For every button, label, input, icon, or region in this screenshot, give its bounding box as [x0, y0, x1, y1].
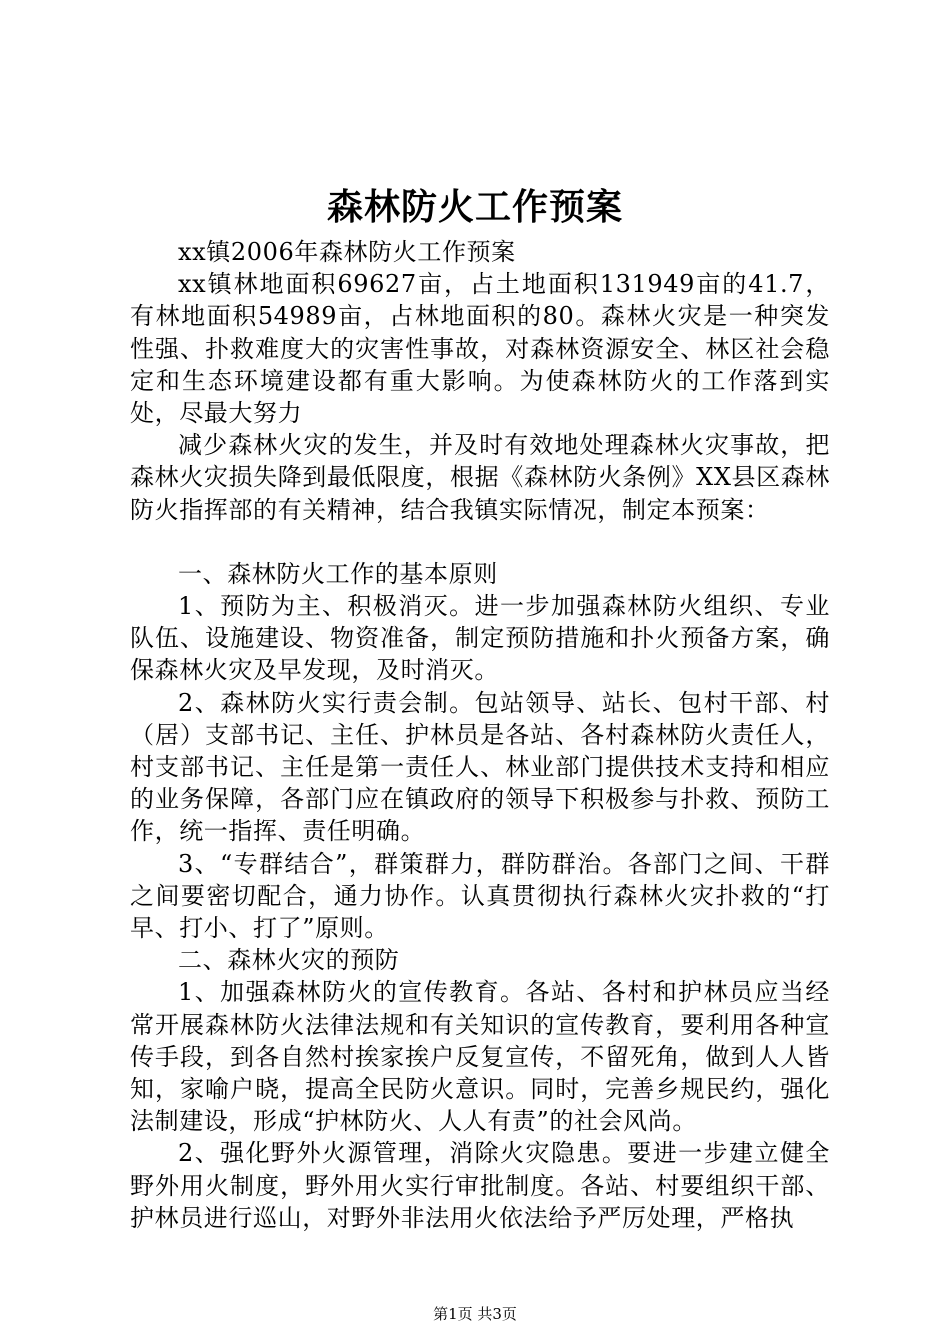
paragraph-principle-3: 3、“专群结合”，群策群力，群防群治。各部门之间、干群之间要密切配合，通力协作。认真贯彻执行森林火灾扑救的“打早、打小、打了”原则。: [130, 849, 830, 943]
paragraph-plan-name: xx镇2006年森林防火工作预案: [178, 238, 516, 266]
paragraph-purpose: 减少森林火灾的发生，并及时有效地处理森林火灾事故，把森林火灾损失降到最低限度，根据《森林防火条例》XX县区森林防火指挥部的有关精神，结合我镇实际情况，制定本预案：: [130, 431, 830, 524]
paragraph-principle-2: 2、森林防火实行责会制。包站领导、站长、包村干部、村（居）支部书记、主任、护林员是各站、各村森林防火责任人，村支部书记、主任是第一责任人、林业部门提供技术支持和相应的业务保障，各部门应在镇政府的领导下积极参与扑救、预防工作，统一指挥、责任明确。: [130, 688, 830, 846]
section-heading-prevention: 二、森林火灾的预防: [178, 946, 400, 975]
page-footer: 第1页 共3页: [433, 1305, 517, 1323]
section-heading-principles: 一、森林防火工作的基本原则: [178, 559, 498, 588]
paragraph-prevention-2: 2、强化野外火源管理，消除火灾隐患。要进一步建立健全野外用火制度，野外用火实行审批制度。各站、村要组织干部、护林员进行巡山，对野外非法用火依法给予严厉处理，严格执: [130, 1139, 830, 1232]
paragraph-principle-1: 1、预防为主、积极消灭。进一步加强森林防火组织、专业队伍、设施建设、物资准备，制定预防措施和扑火预备方案，确保森林火灾及早发现，及时消灭。: [130, 592, 830, 685]
document-body: [130, 236, 830, 1234]
paragraph-intro: xx镇林地面积69627亩，占土地面积131949亩的41.7，有林地面积54989亩，占林地面积的80。森林火灾是一种突发性强、扑救难度大的灾害性事故，对森林资源安全、林区社会稳定和生态环境建设都有重大影响。为使森林防火的工作落到实处，尽最大努力: [130, 270, 830, 428]
document-title: 森林防火工作预案: [326, 187, 623, 228]
paragraph-prevention-1: 1、加强森林防火的宣传教育。各站、各村和护林员应当经常开展森林防火法律法规和有关知识的宣传教育，要利用各种宣传手段，到各自然村挨家挨户反复宣传，不留死角，做到人人皆知，家喻户晓，提高全民防火意识。同时，完善乡规民约，强化法制建设，形成“护林防火、人人有责”的社会风尚。: [130, 978, 830, 1136]
